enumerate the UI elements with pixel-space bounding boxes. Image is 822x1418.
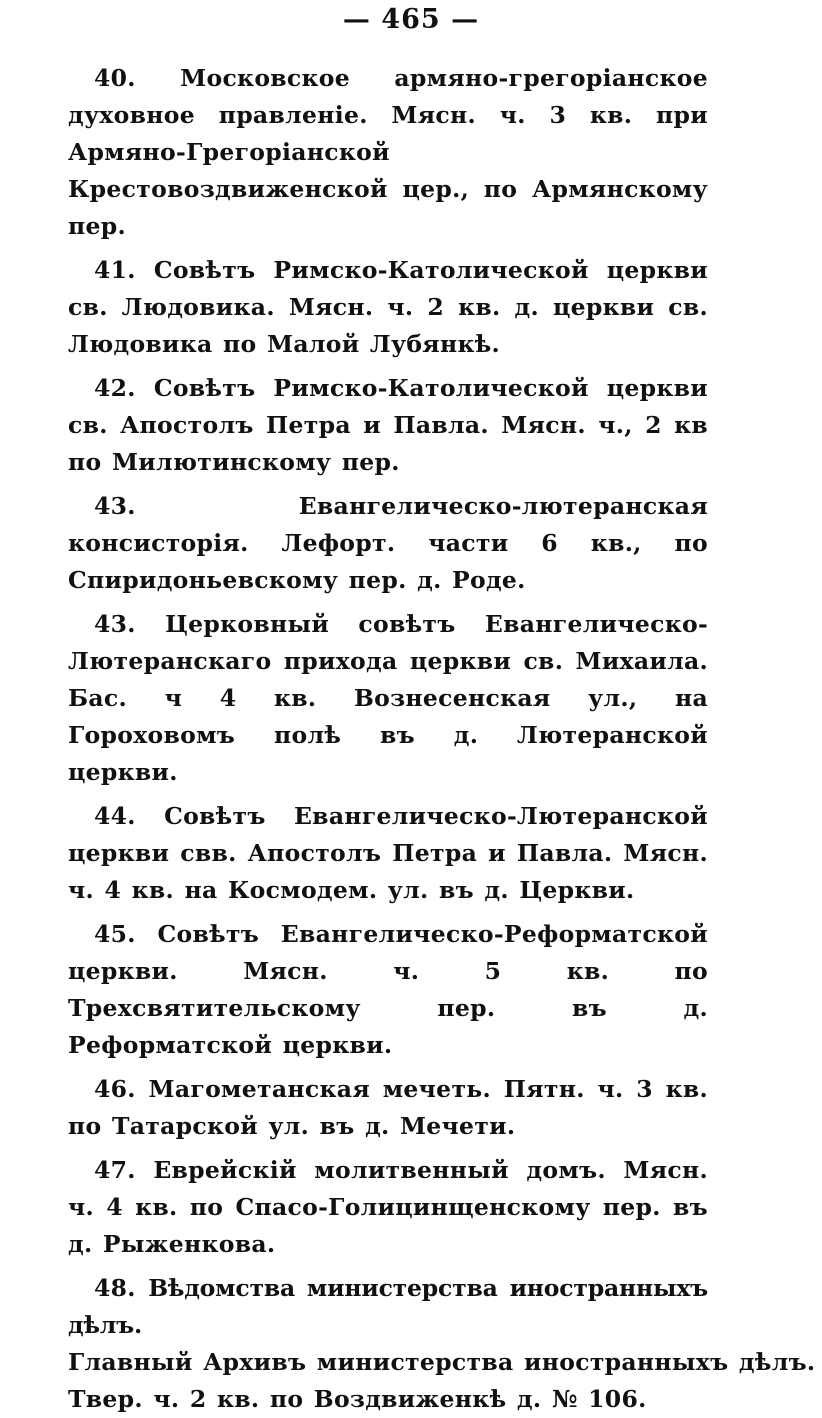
entry-text: Совѣтъ Евангелическо-Лютеранской церкви свв. Апостолъ Петра и Павла. Мясн. ч. 4 кв. на Космодем. ул. въ д. Церкви. (68, 802, 708, 904)
entry-43-consistory (68, 488, 708, 599)
entry-42 (68, 370, 708, 481)
entry-number: 44. (94, 802, 136, 830)
entry-text: Еврейскій молитвенный домъ. Мясн. ч. 4 кв. по Спасо-Голицинщенскому пер. въ д. Рыженкова. (68, 1156, 708, 1258)
entry-text: Церковный совѣтъ Евангелическо-Лютеранскаго прихода церкви св. Михаила. Бас. ч 4 кв. Вознесенская ул., на Гороховомъ полѣ въ д. Лютеранской церкви. (68, 610, 709, 786)
entry-number: 43. (94, 492, 136, 520)
entry-number: 40. (94, 64, 136, 92)
entry-text: Магометанская мечеть. Пятн. ч. 3 кв. по Татарской ул. въ д. Мечети. (68, 1075, 708, 1140)
document-body (68, 60, 816, 1418)
entry-41 (68, 252, 708, 363)
entry-text: Совѣтъ Евангелическо-Реформатской церкви. Мясн. ч. 5 кв. по Трехсвятительскому пер. въ д. Реформатской церкви. (68, 920, 708, 1059)
entry-number: 46. (94, 1075, 136, 1103)
entry-43-council (68, 606, 708, 791)
entry-text: Совѣтъ Римско-Католической церкви св. Апостолъ Петра и Павла. Мясн. ч., 2 кв по Милютинскому пер. (68, 374, 709, 476)
page-number: — 465 — (342, 4, 480, 35)
entry-number: 48. (94, 1274, 136, 1302)
entry-number: 47. (94, 1156, 136, 1184)
entry-text: Евангелическо-лютеранская консисторія. Лефорт. части 6 кв., по Спиридоньевскому пер. д. Роде. (68, 492, 708, 594)
entry-text: Совѣтъ Римско-Католической церкви св. Людовика. Мясн. ч. 2 кв. д. церкви св. Людовика по Малой Лубянкѣ. (68, 256, 709, 358)
entry-text: Московское армяно-грегоріанское духовное правленіе. Мясн. ч. 3 кв. при Армяно-Грегоріанской Крестовоздвиженской цер., по Армянскому пер. (68, 64, 708, 240)
entry-44 (68, 798, 708, 909)
entry-48-heading (68, 1270, 708, 1344)
entry-number: 41. (94, 256, 136, 284)
entry-number: 43. (94, 610, 136, 638)
entry-46 (68, 1071, 708, 1145)
section-heading: Вѣдомства министерства иностранныхъ дѣлъ. (68, 1274, 708, 1339)
entry-number: 42. (94, 374, 136, 402)
entry-45 (68, 916, 708, 1064)
entry-40 (68, 60, 708, 245)
archive-line: Главный Архивъ министерства иностранныхъ дѣлъ. (68, 1348, 816, 1376)
address-line: Твер. ч. 2 кв. по Воздвиженкѣ д. № 106. (68, 1385, 647, 1413)
entry-47 (68, 1152, 708, 1263)
entry-number: 45. (94, 920, 136, 948)
